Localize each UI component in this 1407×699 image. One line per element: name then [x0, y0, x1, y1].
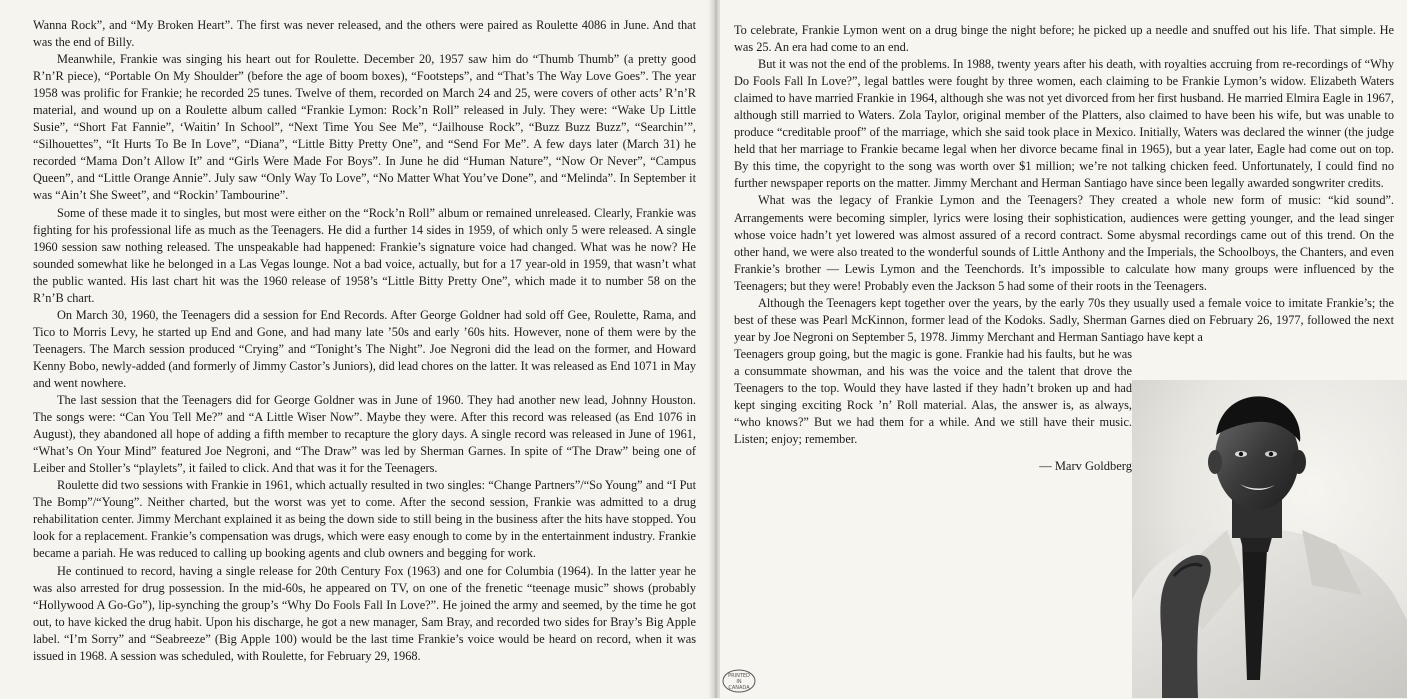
stamp-line-2: IN	[736, 679, 742, 685]
paragraph: To celebrate, Frankie Lymon went on a drug binge the night before; he picked up a needle and snuffed out his life. That simple. He was 25. An era had come to an end.	[734, 23, 1394, 55]
paragraph: But it was not the end of the problems. In 1988, twenty years after his death, with royalties accruing from re-recordings of “Why Do Fools Fall In Love?”, legal battles were fought by three women, each claiming to be Frankie Lymon’s widow. Elizabeth Waters claimed to have married Frankie in 1964, although she was not yet divorced from her first husband. He married Elmira Eagle in 1967, although still married to Waters. Zola Taylor, original member of the Platters, also claimed to have been his wife, but was unable to produce “creditable proof” of the marriage, which she said took place in Mexico. Initially, Waters was declared the winner (the judge held that her marriage to Frankie became legal when her divorce became final in 1965), but a year later, Eagle had come out on top. By this time, the copyright to the song was worth over $1 million; we’re not talking chicken feed. Unfortunately, I could find no further newspaper reports on the matter. Jimmy Merchant and Herman Santiago have since been legally awarded songwriter credits.	[734, 57, 1394, 191]
paragraph: Wanna Rock”, and “My Broken Heart”. The first was never released, and the others were paired as Roulette 4086 in June. And that was the end of Billy.	[33, 18, 696, 50]
paragraph: He continued to record, having a single release for 20th Century Fox (1963) and one for Columbia (1964). In the latter year he was also arrested for drug possession. In the mid-60s, he appeared on TV, on one of the frenetic “teenage music” shows (probably “Hollywood A Go-Go”), lip-synching the group’s “Why Do Fools Fall In Love?”. He joined the army and seemed, by the time he got out, to have kicked the drug habit. Upon his discharge, he got a new manager, Sam Bray, and recorded two sides for Bray’s Big Apple label. “I’m Sorry” and “Seabreeze” (Big Apple 100) would be the last time Frankie’s voice would be heard on record, when it was issued in 1968. A session was scheduled, with Roulette, for February 29, 1968.	[33, 563, 696, 663]
paragraph: The last session that the Teenagers did for George Goldner was in June of 1960. They had another new lead, Johnny Houston. The songs were: “Can You Tell Me?” and “A Little Wiser Now”. Maybe they were. After this record was released (as End 1076 in August), they abandoned all hope of adding a fifth member to recapture the glory days. A single record was released in June of 1961, “What’s On Your Mind” featured Joe Negroni, and “The Draw” was led by Sherman Garnes. In spite of “The Draw” being one of Leiber and Stoller’s “playlets”, it failed to click. And that was it for the Teenagers.	[33, 393, 696, 476]
paragraph: What was the legacy of Frankie Lymon and the Teenagers? They created a whole new form of music: “kid sound”. Arrangements were becoming simpler, lyrics were losing their sophistication, audiences were getting younger, and the lead singer whose voice hadn’t yet lowered was almost assured of a record contract. Some abysmal recordings came out of this trend. On the other hand, we were also treated to the wonderful sounds of Little Anthony and the Imperials, the Schoolboys, the Chanters, and even Frankie’s brother — Lewis Lymon and the Teenchords. It’s impossible to calculate how many groups were influenced by the Teenagers; but they were! Probably even the Jackson 5 had some of their roots in the Teenagers.	[734, 193, 1394, 293]
paragraph: Some of these made it to singles, but most were either on the “Rock’n Roll” album or remained unreleased. Clearly, Frankie was fighting for his professional life as much as the Teenagers. He did a further 14 sides in 1959, of which only 5 were released. A single 1960 session saw nothing released. The unspeakable had happened: Frankie’s signature voice had changed. What was he now? He sounded somewhat like he belonged in a Las Vegas lounge. Not a bad voice, actually, but for a 17 year-old in 1959, that wasn’t what the public wanted. His last chart hit was the 1960 release of 1958’s “Little Bitty Pretty One”, which made it to number 58 on the R’n’B chart.	[33, 205, 696, 305]
stamp-line-3: CANADA	[728, 685, 750, 691]
paragraph: Meanwhile, Frankie was singing his heart out for Roulette. December 20, 1957 saw him do “Thumb Thumb” (a pretty good R’n’R piece), “Portable On My Shoulder” (before the age of boom boxes), “Footsteps”, and “That’s The Way Love Goes”. The year 1958 was prolific for Frankie; he recorded 25 tunes. Twelve of them, recorded on March 24 and 25, were covers of other acts’ R’n’R material, and wound up on a Roulette album called “Frankie Lymon: Rock’n Roll” released in July. They were: “Wake Up Little Susie”, “Short Fat Fannie”, ‘Waitin’ In School”, “Next Time You See Me”, “Jailhouse Rock”, “Buzz Buzz Buzz”, “Searchin’”, “Silhouettes”, “It Hurts To Be In Love”, “Diana”, “Little Bitty Pretty One”, and “Send For Me”. A few days later (March 31) he recorded “Mama Don’t Allow It” and “Girls Were Made For Boys”. In June he did “Human Nature”, “Now Or Never”, “Campus Queen”, and “Little Orange Annie”. July saw “Only Way To Love”, “No Matter What You’ve Done”, and “Melinda”. In September it was “Ain’t She Sweet”, and “Rockin’ Tambourine”.	[33, 52, 696, 203]
paragraph: Roulette did two sessions with Frankie in 1961, which actually resulted in two singles: “Change Partners”/“So Young” and “I Put The Bomp”/“Young”. Neither charted, but the worst was yet to come. After the second session, Frankie was admitted to a drug rehabilitation center. Jimmy Merchant explained it as being the down side to still being in the business after the hits have stopped. You look for a replacement. Frankie’s compensation was drugs, which were easy enough to come by in the entertainment industry. Frankie became a pariah. He was reduced to calling up booking agents and club owners and begging for work.	[33, 478, 696, 561]
author-signature: — Marv Goldberg	[1039, 459, 1132, 474]
paragraph: Although the Teenagers kept together over the years, by the early 70s they usually used a female voice to imitate Frankie’s; the best of these was Pearl McKinnon, former lead of the Kodoks. Sadly, Sherman Garnes died on February 26, 1977, followed the next year by Joe Negroni on September 5, 1978. Jimmy Merchant and Herman Santiago have kept a	[734, 295, 1394, 344]
paragraph-wrapped: Teenagers group going, but the magic is gone. Frankie had his faults, but he was a consummate showman, and his was the voice and the talent that drove the Teenagers to the top. Would they have lasted if they hadn’t broken up and had kept singing exciting Rock ’n’ Roll material. Alas, the answer is, as always, “who knows?” But we had them for a while. And we still have their music. Listen; enjoy; remember.	[734, 346, 1132, 447]
portrait-photo	[1132, 380, 1407, 698]
paragraph: On March 30, 1960, the Teenagers did a session for End Records. After George Goldner had sold off Gee, Roulette, Rama, and Tico to Morris Levy, he started up End and Gone, and had many late ’50s and early ’60s hits. However, none of them were by the Teenagers. The March session produced “Crying” and “Tonight’s The Night”. Joe Negroni did the lead on the former, and Howard Kenny Bobo, newly-added (and formerly of Jimmy Castor’s Juniors), did lead chores on the latter. It was released as End 1071 in May and went nowhere.	[33, 307, 696, 390]
printed-in-canada-stamp	[720, 668, 758, 694]
stamp-line-1: PRINTED	[728, 673, 750, 679]
